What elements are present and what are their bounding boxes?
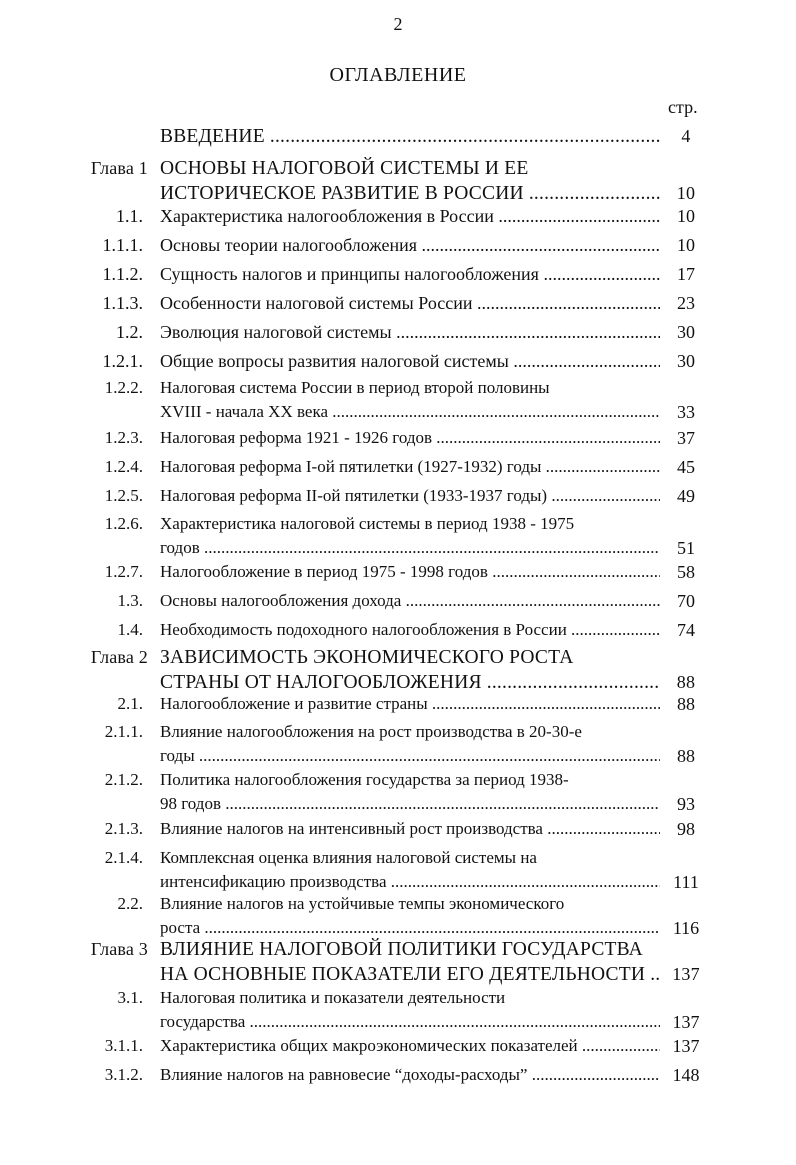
toc-entry-title: Политика налогообложения государства за период 1938- 98 годов ..... bbox=[160, 768, 660, 816]
toc-entry-page: 10 bbox=[677, 235, 695, 255]
toc-entry-number: 2.2. bbox=[117, 894, 143, 913]
toc-entry-title: Налоговая реформа II-ой пятилетки (1933-1937 годы) ..... bbox=[160, 484, 660, 508]
toc-entry-page: 58 bbox=[677, 562, 695, 582]
toc-entry-number: 3.1.2. bbox=[104, 1065, 143, 1084]
toc-entry-page: 30 bbox=[677, 351, 695, 371]
toc-entry-title: Основы теории налогообложения ..... bbox=[160, 233, 660, 257]
page-title: ОГЛАВЛЕНИЕ bbox=[329, 64, 467, 86]
toc-entry-title: Необходимость подоходного налогообложения в России ..... bbox=[160, 618, 660, 642]
toc-entry-number: 1.3. bbox=[117, 591, 143, 610]
toc-entry-title: ЗАВИСИМОСТЬ ЭКОНОМИЧЕСКОГО РОСТА СТРАНЫ ОТ НАЛОГООБЛОЖЕНИЯ ..... bbox=[160, 645, 660, 695]
toc-entry-page: 111 bbox=[673, 872, 699, 892]
toc-entry-page: 137 bbox=[672, 1036, 700, 1056]
toc-entry-number: 1.2.7. bbox=[104, 562, 143, 581]
toc-entry-number: 1.1.2. bbox=[102, 264, 143, 284]
toc-entry-title: Основы налогообложения дохода ..... bbox=[160, 589, 660, 613]
toc-entry-title: Налоговая система России в период второй половины XVIII - начала XX века ..... bbox=[160, 376, 660, 424]
page-column-label: стр. bbox=[668, 97, 698, 117]
toc-entry-title: Характеристика налоговой системы в период 1938 - 1975 годов ..... bbox=[160, 512, 660, 560]
toc-entry-page: 88 bbox=[677, 694, 695, 714]
toc-entry-page: 49 bbox=[677, 486, 695, 506]
toc-entry-title: Налоговая реформа I-ой пятилетки (1927-1932) годы ..... bbox=[160, 455, 660, 479]
toc-entry-title: ВЛИЯНИЕ НАЛОГОВОЙ ПОЛИТИКИ ГОСУДАРСТВА НА ОСНОВНЫЕ ПОКАЗАТЕЛИ ЕГО ДЕЯТЕЛЬНОСТИ ..... bbox=[160, 937, 660, 987]
toc-entry-title: Влияние налогов на устойчивые темпы экономического роста ..... bbox=[160, 892, 660, 940]
toc-entry-page: 4 bbox=[681, 126, 691, 146]
toc-entry-number: 1.1.3. bbox=[102, 293, 143, 313]
toc-entry-page: 116 bbox=[672, 918, 700, 938]
toc-entry-page: 88 bbox=[677, 746, 695, 766]
toc-entry-number: 2.1.4. bbox=[104, 848, 143, 867]
toc-entry-page: 45 bbox=[677, 457, 695, 477]
toc-entry-number: 3.1. bbox=[117, 988, 143, 1007]
toc-entry-page: 74 bbox=[677, 620, 695, 640]
toc-entry-title: Налоговая политика и показатели деятельности государства ..... bbox=[160, 986, 660, 1034]
toc-entry-page: 88 bbox=[676, 672, 696, 692]
toc-entry-number: 1.2.4. bbox=[104, 457, 143, 476]
toc-entry-title: Сущность налогов и принципы налогообложения ..... bbox=[160, 262, 660, 286]
toc-entry-page: 33 bbox=[677, 402, 695, 422]
toc-entry-title: Влияние налогов на равновесие “доходы-расходы” ..... bbox=[160, 1063, 660, 1087]
toc-entry-title: ВВЕДЕНИЕ ..... bbox=[160, 124, 660, 149]
toc-entry-number: 2.1.2. bbox=[104, 770, 143, 789]
toc-entry-title: Характеристика налогообложения в России ..... bbox=[160, 204, 660, 228]
toc-entry-page: 10 bbox=[676, 183, 696, 203]
toc-entry-title: Комплексная оценка влияния налоговой системы на интенсификацию производства ..... bbox=[160, 846, 660, 894]
toc-entry-page: 137 bbox=[672, 964, 700, 984]
toc-entry-number: 1.2.3. bbox=[104, 428, 143, 447]
toc-entry-number: Глава 3 bbox=[90, 939, 148, 959]
toc-entry-number: Глава 2 bbox=[90, 647, 148, 667]
toc-entry-number: 2.1.3. bbox=[104, 819, 143, 838]
toc-entry-page: 51 bbox=[677, 538, 695, 558]
toc-entry-number: 2.1.1. bbox=[104, 722, 143, 741]
toc-entry-number: 1.2.5. bbox=[104, 486, 143, 505]
toc-entry-page: 70 bbox=[677, 591, 695, 611]
toc-entry-title: ОСНОВЫ НАЛОГОВОЙ СИСТЕМЫ И ЕЕ ИСТОРИЧЕСКОЕ РАЗВИТИЕ В РОССИИ ..... bbox=[160, 156, 660, 206]
toc-entry-title: Налоговая реформа 1921 - 1926 годов ..... bbox=[160, 426, 660, 450]
toc-entry-title: Характеристика общих макроэкономических показателей ..... bbox=[160, 1034, 660, 1058]
toc-entry-page: 10 bbox=[677, 206, 695, 226]
toc-entry-page: 137 bbox=[672, 1012, 700, 1032]
toc-entry-title: Влияние налогообложения на рост производства в 20-30-е годы ..... bbox=[160, 720, 660, 768]
toc-entry-page: 23 bbox=[677, 293, 695, 313]
toc-entry-number: Глава 1 bbox=[90, 158, 148, 178]
toc-entry-number: 1.1.1. bbox=[102, 235, 143, 255]
toc-entry-number: 3.1.1. bbox=[104, 1036, 143, 1055]
toc-entry-title: Влияние налогов на интенсивный рост производства ..... bbox=[160, 817, 660, 841]
toc-entry-title: Налогообложение и развитие страны ..... bbox=[160, 692, 660, 716]
toc-entry-number: 1.2.1. bbox=[102, 351, 143, 371]
toc-entry-title: Налогообложение в период 1975 - 1998 годов ..... bbox=[160, 560, 660, 584]
toc-entry-title: Особенности налоговой системы России ..... bbox=[160, 291, 660, 315]
toc-entry-page: 30 bbox=[677, 322, 695, 342]
toc-entry-page: 93 bbox=[677, 794, 695, 814]
toc-entry-number: 1.1. bbox=[116, 206, 143, 226]
toc-entry-number: 1.2.2. bbox=[104, 378, 143, 397]
page-number: 2 bbox=[393, 14, 403, 34]
toc-entry-number: 1.2. bbox=[116, 322, 143, 342]
toc-entry-page: 98 bbox=[677, 819, 695, 839]
toc-entry-number: 1.2.6. bbox=[104, 514, 143, 533]
toc-entry-page: 148 bbox=[672, 1065, 700, 1085]
toc-entry-number: 2.1. bbox=[117, 694, 143, 713]
toc-entry-number: 1.4. bbox=[117, 620, 143, 639]
toc-entry-title: Эволюция налоговой системы ..... bbox=[160, 320, 660, 344]
toc-entry-page: 17 bbox=[677, 264, 695, 284]
toc-entry-page: 37 bbox=[677, 428, 695, 448]
toc-entry-title: Общие вопросы развития налоговой системы ..... bbox=[160, 349, 660, 373]
